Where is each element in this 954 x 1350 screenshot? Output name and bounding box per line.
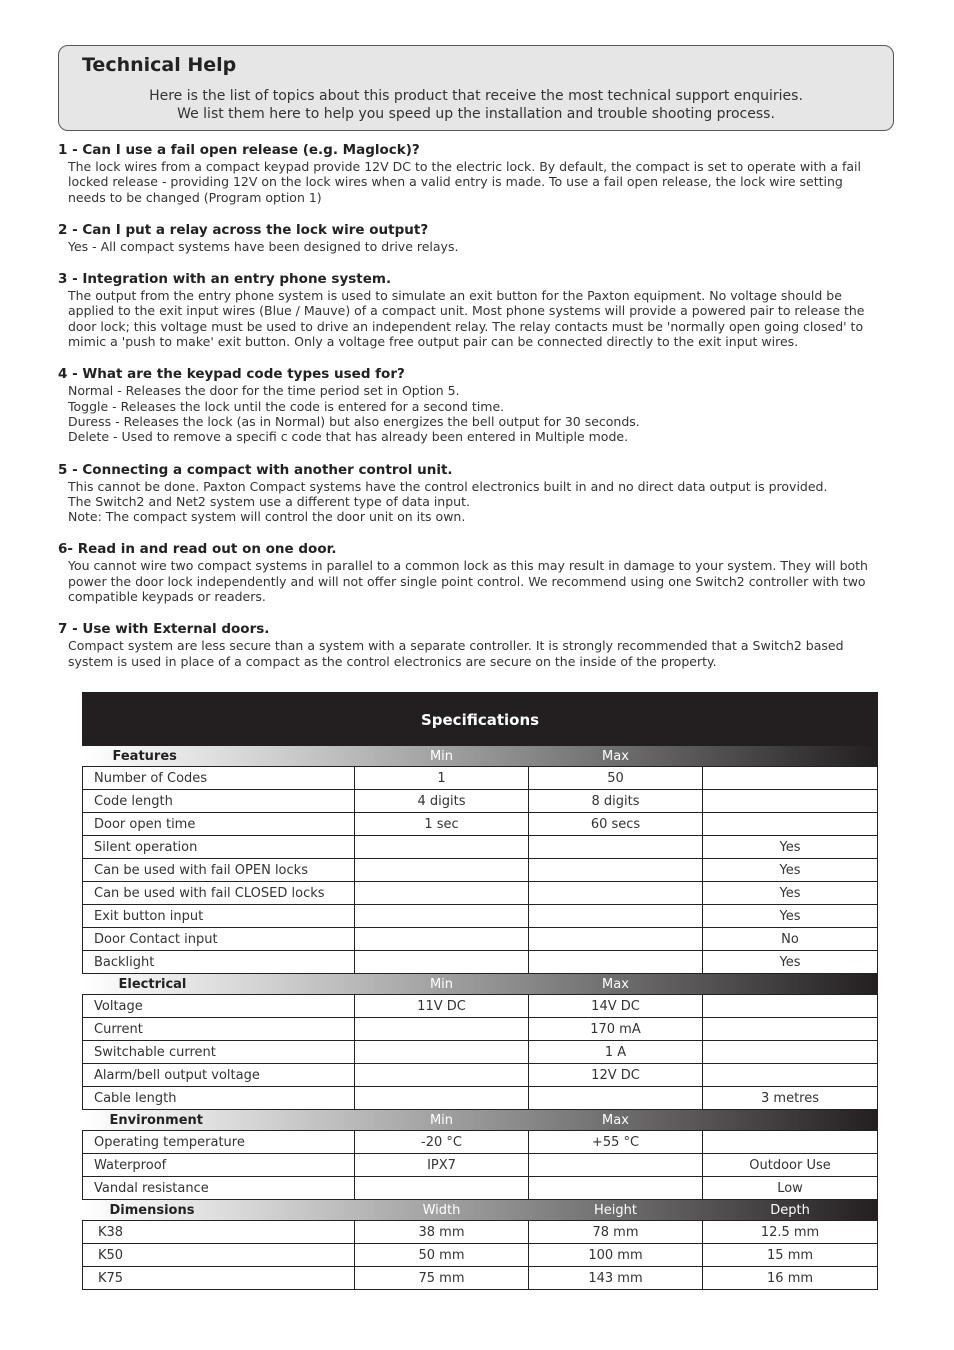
table-row [83,813,878,836]
faq-answer-line: Note: The compact system will control the door unit on its own. [68,509,466,525]
table-row [83,1064,878,1087]
faq-answer-line: Yes - All compact systems have been designed to drive relays. [68,238,459,254]
table-row [83,1087,878,1110]
table-row [83,905,878,928]
faq-item [58,142,898,205]
faq-answer [68,558,898,604]
row-value [355,882,529,905]
row-value [703,767,878,790]
section-header-row [83,1200,878,1221]
row-value: 3 metres [703,1087,878,1110]
section-column-header [703,1110,878,1131]
table-row [83,995,878,1018]
row-value: 11V DC [355,995,529,1018]
row-label: K50 [83,1244,355,1267]
faq-question: 7 - Use with External doors. [58,621,270,638]
section-column-header: Height [594,1202,637,1218]
section-header-row [83,1110,878,1131]
table-row [83,1041,878,1064]
row-value: 170 mA [529,1018,703,1041]
table-row [83,767,878,790]
section-column-header: Max [602,1112,629,1128]
faq-answer-line: door lock; this voltage must be used to drive an independent relay. The relay contacts must be 'normally open going closed' to [68,318,864,334]
section-name: Electrical [118,976,187,992]
row-value [703,1131,878,1154]
faq-answer-line: compatible keypads or readers. [68,589,266,605]
specifications-table [82,692,878,1290]
faq-item [58,462,898,525]
row-value: 75 mm [355,1267,529,1290]
faq-answer [68,479,898,525]
row-label: Silent operation [83,836,355,859]
faq-item [58,271,898,349]
faq-answer-line: mimic a 'push to make' exit button. Only a voltage free output pair can be connected directly to the exit input wires. [68,334,799,350]
faq-question: 1 - Can I use a fail open release (e.g. Maglock)? [58,142,420,158]
row-label: Backlight [83,951,355,974]
table-row [83,1267,878,1290]
table-row [83,1244,878,1267]
row-value [703,995,878,1018]
section-name: Dimensions [109,1202,195,1218]
faq-answer-line: Normal - Releases the door for the time period set in Option 5. [68,383,460,399]
spec-title: Specifications [83,693,878,746]
table-row [83,1018,878,1041]
row-value: 100 mm [529,1244,703,1267]
row-label: Code length [83,790,355,813]
row-value [529,951,703,974]
section-column-header: Depth [770,1202,810,1218]
faq-answer-line: power the door lock independently and will not offer single point control. We recommend using one Switch2 controller with two [68,573,866,589]
row-value: Yes [703,951,878,974]
row-value [529,1177,703,1200]
row-label: Waterproof [83,1154,355,1177]
row-label: Alarm/bell output voltage [83,1064,355,1087]
row-value [355,951,529,974]
row-value [703,1041,878,1064]
table-row [83,1221,878,1244]
row-label: Voltage [83,995,355,1018]
row-value [355,836,529,859]
row-value: 78 mm [529,1221,703,1244]
faq-answer-line: You cannot wire two compact systems in parallel to a common lock as this may result in damage to your system. They will both [68,558,868,574]
row-label: Door Contact input [83,928,355,951]
row-label: K75 [83,1267,355,1290]
faq-answer-line: Delete - Used to remove a specifi c code that has already been entered in Multiple mode. [68,429,629,445]
faq-list [58,142,898,686]
faq-answer-line: locked release - providing 12V on the lock wires when a valid entry is made. To use a fail open release, the lock wire setting [68,174,843,190]
row-value [529,836,703,859]
row-value: 143 mm [529,1267,703,1290]
row-value: Yes [703,859,878,882]
page-title: Technical Help [82,54,237,76]
row-value [529,882,703,905]
row-value [355,928,529,951]
row-value: 16 mm [703,1267,878,1290]
faq-answer-line: The Switch2 and Net2 system use a different type of data input. [68,493,470,509]
faq-item [58,222,898,254]
faq-item [58,621,898,669]
section-header-row [83,974,878,995]
row-value: 50 mm [355,1244,529,1267]
row-value: 60 secs [529,813,703,836]
row-value: 4 digits [355,790,529,813]
section-column-header [703,746,878,767]
row-label: Switchable current [83,1041,355,1064]
row-value [529,928,703,951]
faq-question: 2 - Can I put a relay across the lock wire output? [58,221,429,238]
row-value [355,1018,529,1041]
section-name: Environment [109,1112,203,1128]
section-column-header: Min [429,748,454,764]
row-value: Low [703,1177,878,1200]
section-column-header: Max [602,748,629,764]
row-label: Can be used with fail OPEN locks [83,859,355,882]
section-name: Features [112,748,177,764]
faq-question: 3 - Integration with an entry phone system. [58,271,392,288]
row-value: 8 digits [529,790,703,813]
row-value: 50 [529,767,703,790]
help-intro-line: Here is the list of topics about this product that receive the most technical support enquiries. [149,88,803,104]
row-value [355,1087,529,1110]
row-value: Yes [703,836,878,859]
row-value: 12.5 mm [703,1221,878,1244]
row-label: Vandal resistance [83,1177,355,1200]
row-value: 38 mm [355,1221,529,1244]
help-intro-line: We list them here to help you speed up the installation and trouble shooting process. [177,106,775,122]
row-value: No [703,928,878,951]
row-value: 15 mm [703,1244,878,1267]
row-value [703,1018,878,1041]
faq-answer [68,159,898,205]
table-row [83,1154,878,1177]
table-row [83,928,878,951]
section-column-header: Min [429,976,454,992]
table-row [83,1131,878,1154]
spec-title-row [83,693,878,746]
row-value [703,790,878,813]
row-value: 12V DC [529,1064,703,1087]
section-column-header: Max [602,976,629,992]
row-label: Operating temperature [83,1131,355,1154]
table-row [83,1177,878,1200]
faq-answer-line: This cannot be done. Paxton Compact systems have the control electronics built in and no direct data output is provided. [68,478,828,494]
faq-question: 6- Read in and read out on one door. [58,541,337,558]
row-value [703,813,878,836]
row-value: Yes [703,882,878,905]
row-value: 1 A [529,1041,703,1064]
faq-answer [68,638,898,669]
row-value [529,859,703,882]
faq-question: 4 - What are the keypad code types used for? [58,366,405,383]
row-value: 1 sec [355,813,529,836]
faq-answer-line: Compact system are less secure than a system with a separate controller. It is strongly recommended that a Switch2 based [68,638,844,654]
section-column-header: Min [429,1112,454,1128]
row-label: Exit button input [83,905,355,928]
row-value [529,1154,703,1177]
faq-question: 5 - Connecting a compact with another control unit. [58,461,453,478]
table-row [83,790,878,813]
table-row [83,951,878,974]
row-label: Number of Codes [83,767,355,790]
row-value [703,1064,878,1087]
faq-answer [68,383,898,444]
faq-answer [68,288,898,349]
row-value [355,1177,529,1200]
row-value [355,859,529,882]
row-value [355,1041,529,1064]
row-value [355,905,529,928]
row-value: +55 °C [529,1131,703,1154]
row-value: Yes [703,905,878,928]
section-column-header [703,974,878,995]
row-label: Can be used with fail CLOSED locks [83,882,355,905]
faq-answer-line: system is used in place of a compact as the control electronics are secure on the inside of the property. [68,653,717,669]
help-intro [59,87,893,123]
faq-answer-line: The output from the entry phone system is used to simulate an exit button for the Paxton equipment. No voltage should be [68,288,842,304]
row-value [529,905,703,928]
row-label: Cable length [83,1087,355,1110]
faq-answer [68,239,898,254]
row-label: Door open time [83,813,355,836]
faq-item [58,366,898,444]
section-column-header: Width [422,1202,461,1218]
faq-answer-line: needs to be changed (Program option 1) [68,189,322,205]
faq-item [58,541,898,604]
row-value: IPX7 [355,1154,529,1177]
faq-answer-line: Toggle - Releases the lock until the code is entered for a second time. [68,398,505,414]
row-label: K38 [83,1221,355,1244]
faq-answer-line: The lock wires from a compact keypad provide 12V DC to the electric lock. By default, the compact is set to operate with a fail [68,159,861,174]
section-header-row [83,746,878,767]
faq-answer-line: applied to the exit input wires (Blue / Mauve) of a compact unit. Most phone systems will provide a powered pair to release the [68,303,865,319]
technical-help-box [58,45,894,131]
row-label: Current [83,1018,355,1041]
row-value: 14V DC [529,995,703,1018]
row-value: Outdoor Use [703,1154,878,1177]
row-value [529,1087,703,1110]
table-row [83,882,878,905]
faq-answer-line: Duress - Releases the lock (as in Normal) but also energizes the bell output for 30 seconds. [68,413,640,429]
row-value: 1 [355,767,529,790]
table-row [83,836,878,859]
row-value [355,1064,529,1087]
table-row [83,859,878,882]
row-value: -20 °C [355,1131,529,1154]
